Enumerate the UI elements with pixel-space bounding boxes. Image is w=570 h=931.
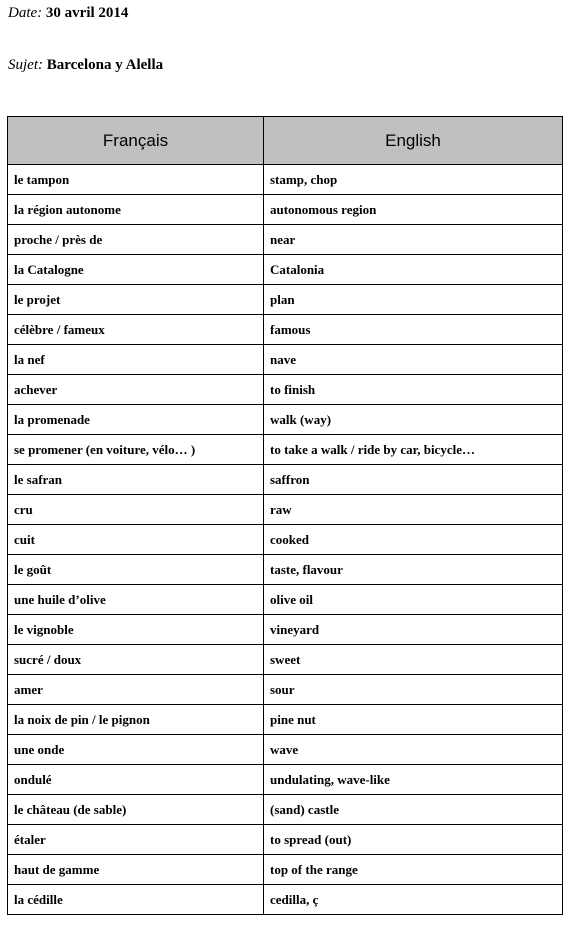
table-row: [8, 555, 563, 585]
french-term: la noix de pin / le pignon: [8, 705, 264, 735]
english-term: sour: [264, 675, 563, 705]
french-term: célèbre / fameux: [8, 315, 264, 345]
french-term: le goût: [8, 555, 264, 585]
french-term: la promenade: [8, 405, 264, 435]
table-row: [8, 375, 563, 405]
english-term: to spread (out): [264, 825, 563, 855]
french-term: le château (de sable): [8, 795, 264, 825]
french-term: le vignoble: [8, 615, 264, 645]
english-term: Catalonia: [264, 255, 563, 285]
english-term: plan: [264, 285, 563, 315]
english-term: undulating, wave-like: [264, 765, 563, 795]
french-term: haut de gamme: [8, 855, 264, 885]
french-term: cru: [8, 495, 264, 525]
french-term: la cédille: [8, 885, 264, 915]
english-term: sweet: [264, 645, 563, 675]
english-term: cooked: [264, 525, 563, 555]
french-term: la Catalogne: [8, 255, 264, 285]
english-term: nave: [264, 345, 563, 375]
table-row: [8, 525, 563, 555]
table-row: [8, 825, 563, 855]
french-term: une onde: [8, 735, 264, 765]
french-term: le projet: [8, 285, 264, 315]
table-row: [8, 435, 563, 465]
english-term: pine nut: [264, 705, 563, 735]
table-row: [8, 705, 563, 735]
table-row: [8, 645, 563, 675]
table-row: [8, 855, 563, 885]
english-term: raw: [264, 495, 563, 525]
table-row: [8, 225, 563, 255]
french-term: se promener (en voiture, vélo… ): [8, 435, 264, 465]
table-row: [8, 735, 563, 765]
english-term: stamp, chop: [264, 165, 563, 195]
table-row: [8, 285, 563, 315]
table-row: [8, 465, 563, 495]
english-term: near: [264, 225, 563, 255]
english-term: top of the range: [264, 855, 563, 885]
english-term: walk (way): [264, 405, 563, 435]
table-row: [8, 315, 563, 345]
table-row: [8, 405, 563, 435]
table-row: [8, 585, 563, 615]
english-term: (sand) castle: [264, 795, 563, 825]
english-term: autonomous region: [264, 195, 563, 225]
english-term: wave: [264, 735, 563, 765]
french-term: achever: [8, 375, 264, 405]
date-value: 30 avril 2014: [45, 5, 129, 21]
french-term: le tampon: [8, 165, 264, 195]
table-row: [8, 675, 563, 705]
table-row: [8, 255, 563, 285]
french-term: proche / près de: [8, 225, 264, 255]
table-row: [8, 765, 563, 795]
french-term: cuit: [8, 525, 264, 555]
table-row: [8, 495, 563, 525]
english-term: famous: [264, 315, 563, 345]
english-term: vineyard: [264, 615, 563, 645]
table-body: [8, 165, 563, 915]
subject-line: [8, 56, 163, 74]
english-term: to take a walk / ride by car, bicycle…: [264, 435, 563, 465]
french-term: étaler: [8, 825, 264, 855]
table-row: [8, 615, 563, 645]
french-term: la nef: [8, 345, 264, 375]
column-header-english: English: [264, 117, 563, 165]
french-term: le safran: [8, 465, 264, 495]
english-term: taste, flavour: [264, 555, 563, 585]
subject-label: Sujet:: [8, 57, 43, 73]
french-term: la région autonome: [8, 195, 264, 225]
column-header-french: Français: [8, 117, 264, 165]
english-term: to finish: [264, 375, 563, 405]
table-header-row: [8, 117, 563, 165]
english-term: olive oil: [264, 585, 563, 615]
date-line: [8, 4, 128, 22]
table-row: [8, 795, 563, 825]
table-row: [8, 345, 563, 375]
french-term: une huile d’olive: [8, 585, 264, 615]
french-term: amer: [8, 675, 264, 705]
english-term: cedilla, ç: [264, 885, 563, 915]
date-label: Date:: [8, 5, 43, 21]
french-term: sucré / doux: [8, 645, 264, 675]
table-row: [8, 195, 563, 225]
vocabulary-table: [7, 116, 563, 915]
subject-value: Barcelona y Alella: [46, 57, 164, 73]
english-term: saffron: [264, 465, 563, 495]
table-row: [8, 165, 563, 195]
table-row: [8, 885, 563, 915]
french-term: ondulé: [8, 765, 264, 795]
